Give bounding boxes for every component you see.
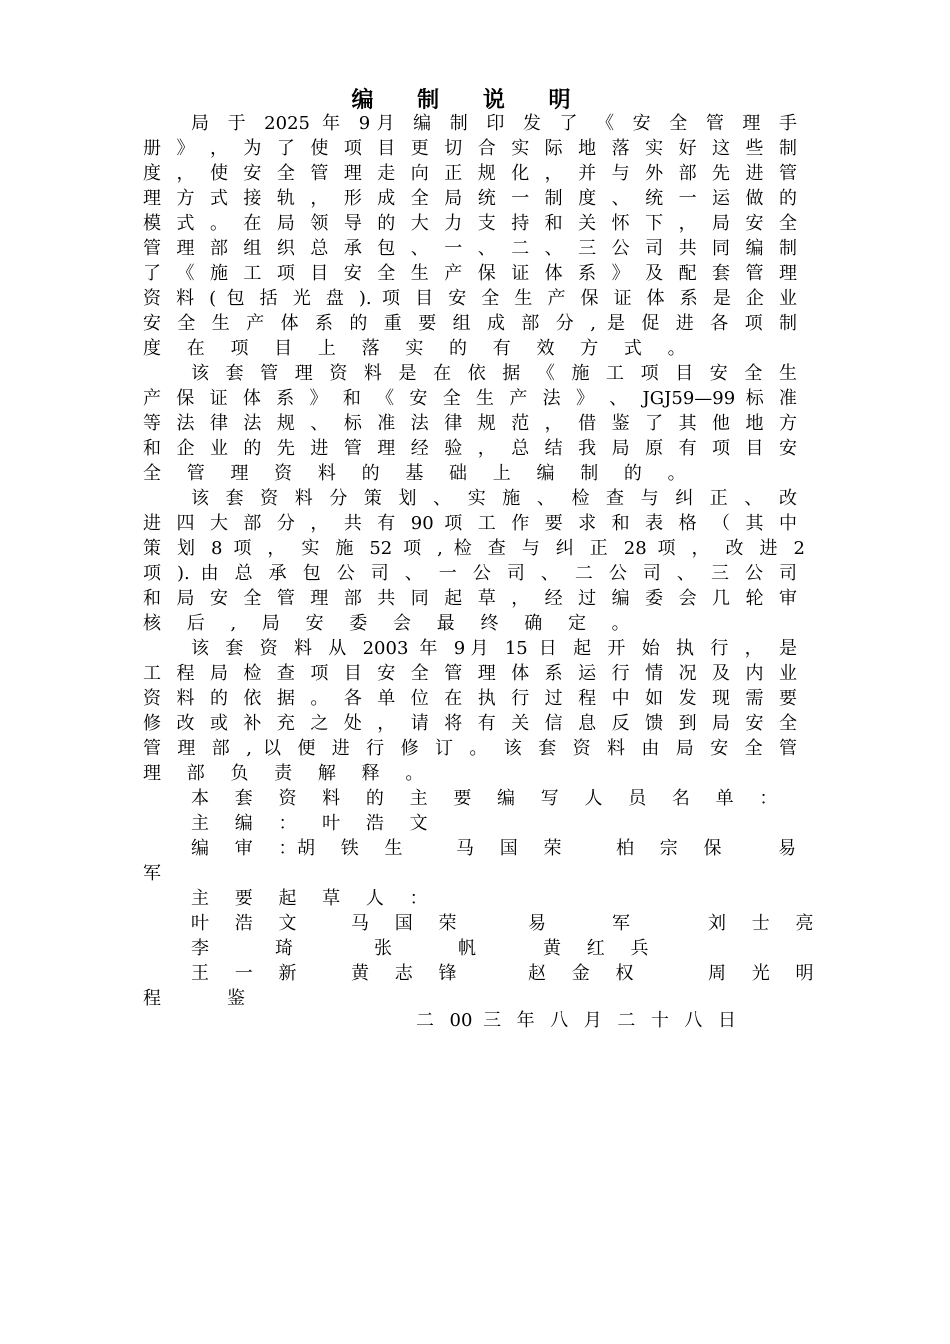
paragraph-4-line: 资 料 的 依 据 。 各 单 位 在 执 行 过 程 中 如 发 现 需 要 <box>143 688 797 709</box>
drafter-name: 刘 士 亮 <box>708 913 824 934</box>
drafter-name: 黄 志 锋 <box>351 963 467 984</box>
chief-editor: 主 编 ： 叶 浩 文 <box>191 813 438 834</box>
paragraph-4-line: 理 部 负 责 解 释 。 <box>143 763 434 784</box>
paragraph-1-line: 度 ， 使 安 全 管 理 走 向 正 规 化 ， 并 与 外 部 先 进 管 <box>143 163 797 184</box>
reviewers-label: 编 审 ： <box>191 838 307 859</box>
drafter-name: 张 帆 <box>374 938 486 959</box>
staff-intro: 本 套 资 料 的 主 要 编 写 人 员 名 单 ： <box>191 788 788 809</box>
paragraph-2-line: 等 法 律 法 规 、 标 准 法 律 规 范 ， 借 鉴 了 其 他 地 方 <box>143 413 797 434</box>
paragraph-1-line: 册 》 ， 为 了 使 项 目 更 切 合 实 际 地 落 实 好 这 些 制 <box>143 138 797 159</box>
reviewer-name: 胡 铁 生 <box>297 838 413 859</box>
document-date: 二 00 三 年 八 月 二 十 八 日 <box>416 1010 736 1031</box>
drafter-name: 叶 浩 文 <box>191 913 307 934</box>
reviewers-wrap: 军 <box>143 863 171 884</box>
paragraph-2-line: 和 企 业 的 先 进 管 理 经 验 ， 总 结 我 局 原 有 项 目 安 <box>143 438 797 459</box>
paragraph-4-line: 工 程 局 检 查 项 目 安 全 管 理 体 系 运 行 情 况 及 内 业 <box>143 663 797 684</box>
paragraph-1-line: 度 在 项 目 上 落 实 的 有 效 方 式 。 <box>143 338 696 359</box>
paragraph-2-line: 产 保 证 体 系 》 和 《 安 全 生 产 法 》 、 JGJ59—99 标 准 <box>143 388 797 409</box>
paragraph-4-line: 修 改 或 补 充 之 处 ， 请 将 有 关 信 息 反 馈 到 局 安 全 <box>143 713 797 734</box>
paragraph-1-line: 资 料 ( 包 括 光 盘 ). 项 目 安 全 生 产 保 证 体 系 是 企 业 <box>143 288 797 309</box>
drafters-label: 主 要 起 草 人 ： <box>191 888 438 909</box>
paragraph-1-line: 管 理 部 组 织 总 承 包 、 一 、 二 、 三 公 司 共 同 编 制 <box>143 238 797 259</box>
paragraph-2-line: 全 管 理 资 料 的 基 础 上 编 制 的 。 <box>143 463 696 484</box>
paragraph-2-line: 该 套 管 理 资 料 是 在 依 据 《 施 工 项 目 安 全 生 <box>191 363 797 384</box>
drafters-row <box>191 911 824 936</box>
drafter-name: 马 国 荣 <box>351 913 467 934</box>
drafter-name: 周 光 明 <box>708 963 824 984</box>
reviewer-name: 易 <box>778 838 806 859</box>
drafter-name: 黄 红 兵 <box>543 938 659 959</box>
paragraph-4-line: 管 理 部 , 以 便 进 行 修 订 。 该 套 资 料 由 局 安 全 管 <box>143 738 797 759</box>
paragraph-3-line: 和 局 安 全 管 理 部 共 同 起 草 ， 经 过 编 委 会 几 轮 审 <box>143 588 797 609</box>
reviewer-name: 柏 宗 保 <box>616 838 732 859</box>
drafter-name: 易 军 <box>528 913 640 934</box>
reviewer-name: 马 国 荣 <box>456 838 572 859</box>
drafter-name: 李 琦 <box>191 938 303 959</box>
drafters-row <box>191 961 824 986</box>
paragraph-3-line: 项 ). 由 总 承 包 公 司 、 一 公 司 、 二 公 司 、 三 公 司 <box>143 563 797 584</box>
drafters-wrap: 程 鉴 <box>143 988 255 1009</box>
drafter-name: 王 一 新 <box>191 963 307 984</box>
paragraph-1-line: 理 方 式 接 轨 ， 形 成 全 局 统 一 制 度 、 统 一 运 做 的 <box>143 188 797 209</box>
paragraph-1-line: 局 于 2025 年 9月 编 制 印 发 了 《 安 全 管 理 手 <box>191 113 797 134</box>
paragraph-4-line: 该 套 资 料 从 2003 年 9月 15 日 起 开 始 执 行 ， 是 <box>191 638 797 659</box>
paragraph-3-line: 进 四 大 部 分 ， 共 有 90 项 工 作 要 求 和 表 格 （ 其 中 <box>143 513 797 534</box>
paragraph-3-line: 该 套 资 料 分 策 划 、 实 施 、 检 查 与 纠 正 、 改 <box>191 488 797 509</box>
drafter-name: 赵 金 权 <box>528 963 644 984</box>
paragraph-1-line: 模 式 。 在 局 领 导 的 大 力 支 持 和 关 怀 下 ， 局 安 全 <box>143 213 797 234</box>
paragraph-1-line: 了 《 施 工 项 目 安 全 生 产 保 证 体 系 》 及 配 套 管 理 <box>143 263 797 284</box>
paragraph-3-line: 策 划 8 项 ， 实 施 52 项 , 检 查 与 纠 正 28 项 ， 改 进 2 <box>143 538 805 559</box>
document-title: 编 制 说 明 <box>351 87 589 113</box>
reviewers-row <box>191 836 806 861</box>
paragraph-1-line: 安 全 生 产 体 系 的 重 要 组 成 部 分 , 是 促 进 各 项 制 <box>143 313 797 334</box>
paragraph-3-line: 核 后 , 局 安 委 会 最 终 确 定 。 <box>143 613 640 634</box>
drafters-row <box>191 936 797 961</box>
